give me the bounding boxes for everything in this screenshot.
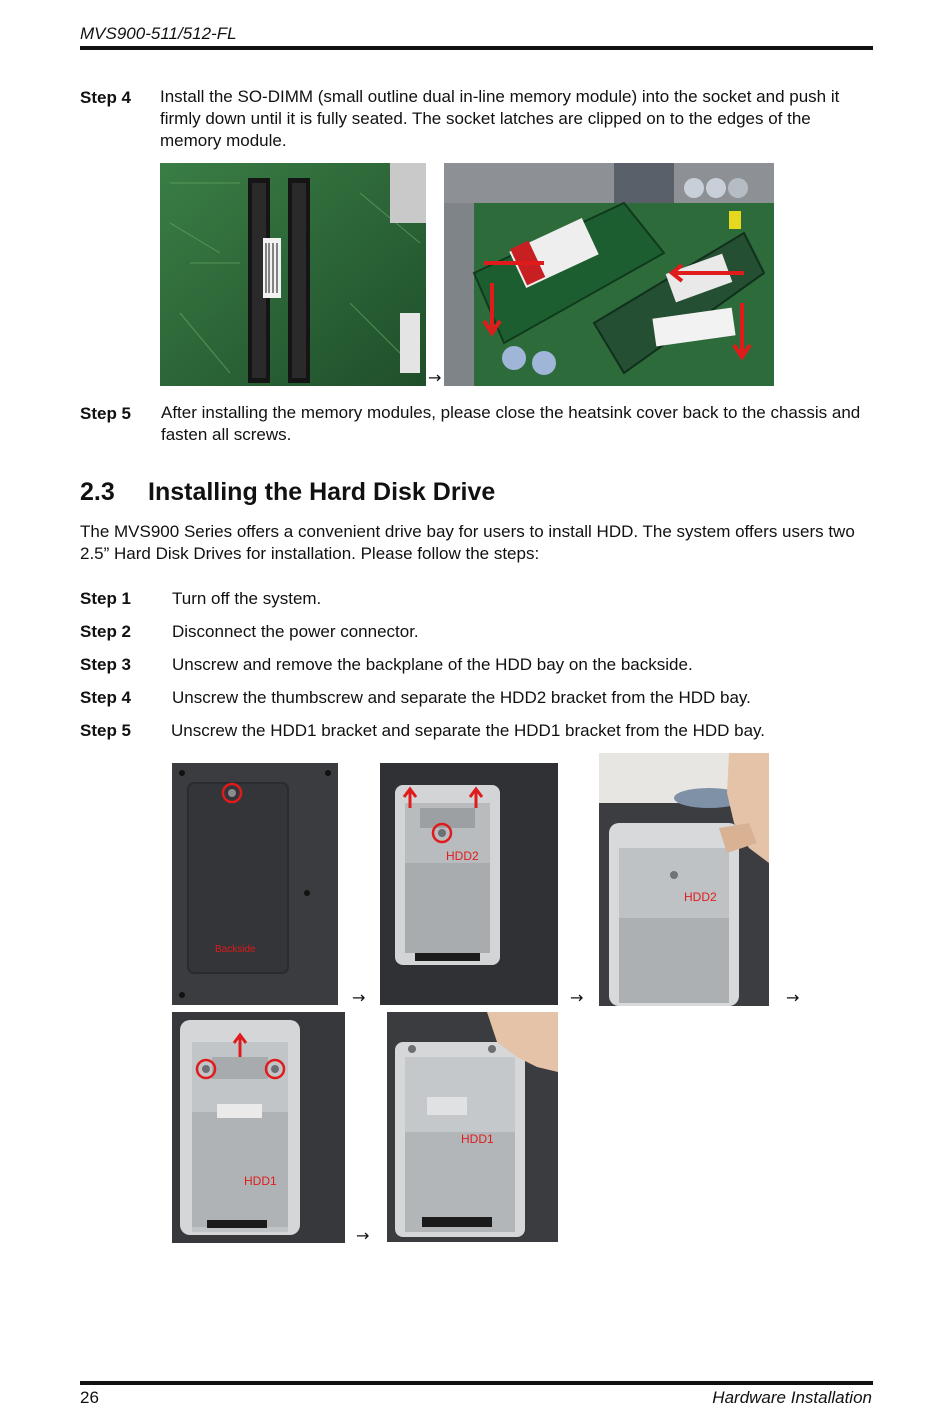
section-title: Installing the Hard Disk Drive — [148, 478, 496, 506]
section-number: 2.3 — [80, 478, 115, 506]
hdd1-label: HDD1 — [461, 1132, 494, 1146]
step-label: Step 1 — [80, 589, 132, 608]
hdd2-bracket-removal-photo — [599, 753, 769, 1006]
step-label: Step 4 — [80, 88, 132, 107]
sequence-arrow: → — [428, 368, 442, 387]
hdd2-bay-photo — [380, 763, 558, 1005]
step-text: Turn off the system. — [172, 589, 322, 608]
step-label: Step 3 — [80, 655, 132, 674]
hdd-backside-photo — [172, 763, 338, 1005]
hdd2-label: HDD2 — [684, 890, 717, 904]
hdd2-label: HDD2 — [446, 849, 479, 863]
backside-label: Backside — [215, 944, 256, 955]
sodimm-socket-photo — [160, 163, 426, 386]
sequence-arrow: → — [356, 1226, 370, 1245]
hdd1-bracket-removal-photo — [387, 1012, 558, 1242]
step-label: Step 2 — [80, 622, 132, 641]
step-text: Unscrew the HDD1 bracket and separate the HDD1 bracket from the HDD bay. — [171, 721, 765, 740]
document-header-title: MVS900-511/512-FL — [80, 24, 237, 43]
footer-section-title: Hardware Installation — [712, 1388, 872, 1407]
footer-rule — [80, 1381, 873, 1385]
hdd1-label: HDD1 — [244, 1174, 277, 1188]
step-label: Step 5 — [80, 721, 132, 740]
step-label: Step 4 — [80, 688, 132, 707]
page-number: 26 — [80, 1388, 99, 1407]
sequence-arrow: → — [352, 988, 366, 1007]
hdd1-screws-photo — [172, 1012, 345, 1243]
step-label: Step 5 — [80, 404, 132, 423]
step-text: Unscrew and remove the backplane of the HDD bay on the backside. — [172, 655, 693, 674]
step-text: After installing the memory modules, please close the heatsink cover back to the chassis and fasten all screws. — [161, 403, 861, 444]
sequence-arrow: → — [786, 988, 800, 1007]
intro-paragraph: The MVS900 Series offers a convenient drive bay for users to install HDD. The system offers users two 2.5” Hard Disk Drives for installation. Please follow the steps: — [80, 522, 855, 563]
step-text: Install the SO-DIMM (small outline dual in-line memory module) into the socket and push it firmly down until it is fully seated. The socket latches are clipped on to the edges of the memory module. — [160, 87, 840, 150]
sequence-arrow: → — [570, 988, 584, 1007]
sodimm-installed-photo — [444, 163, 774, 386]
section-heading — [80, 478, 495, 507]
header-rule — [80, 46, 873, 50]
step-text: Disconnect the power connector. — [172, 622, 419, 641]
step-text: Unscrew the thumbscrew and separate the HDD2 bracket from the HDD bay. — [172, 688, 751, 707]
